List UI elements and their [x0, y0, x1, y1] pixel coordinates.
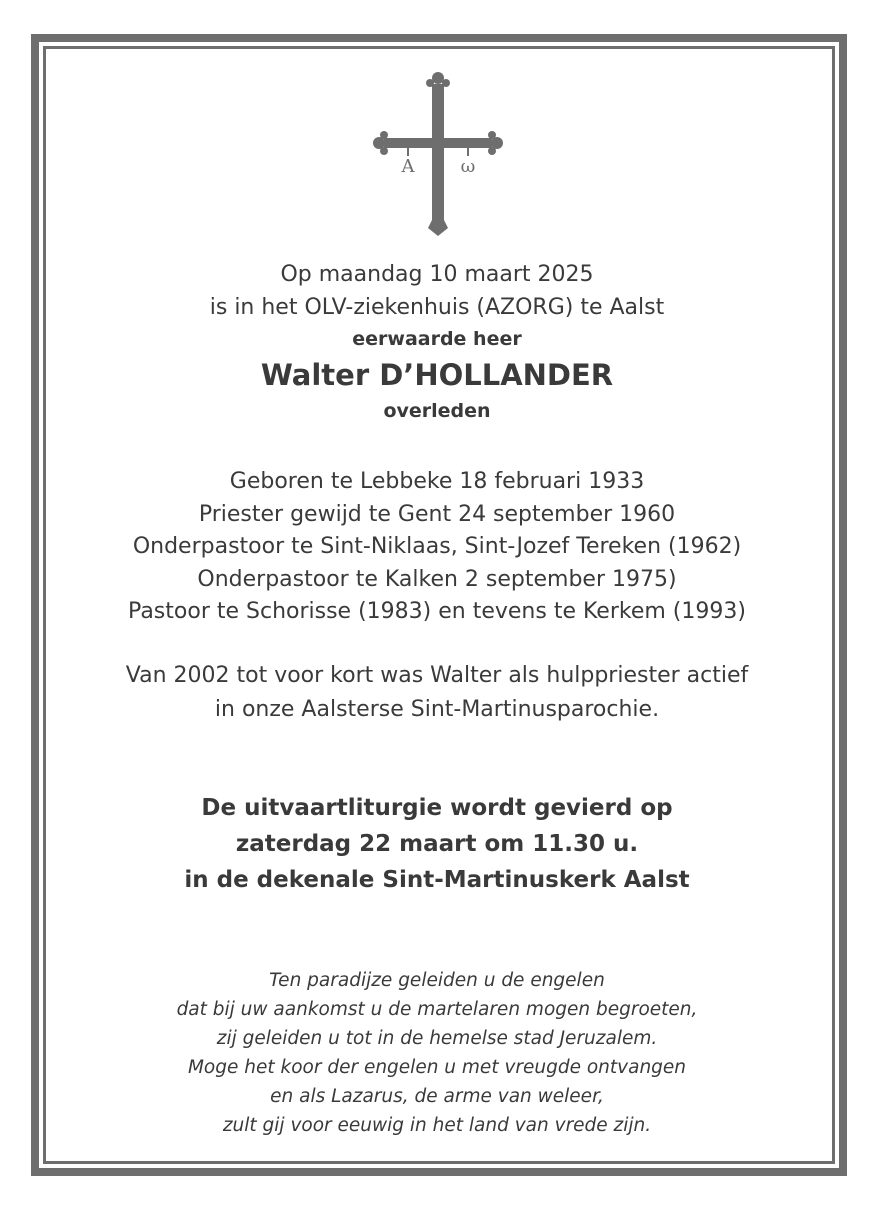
prayer-line: dat bij uw aankomst u de martelaren mogen begroeten,: [176, 999, 698, 1020]
announcement-deceased: overleden: [383, 400, 491, 422]
prayer-line: zij geleiden u tot in de hemelse stad Jeruzalem.: [216, 1028, 658, 1049]
omega-glyph: ω: [460, 156, 476, 177]
helper-note-line: Van 2002 tot voor kort was Walter als hulppriester actief: [125, 663, 749, 688]
announcement-date: Op maandag 10 maart 2025: [280, 262, 594, 287]
cross-icon: [372, 70, 504, 238]
biography-line: Onderpastoor te Kalken 2 september 1975): [197, 566, 677, 592]
announcement-place: is in het OLV-ziekenhuis (AZORG) te Aalst: [209, 295, 665, 320]
alpha-glyph: A: [401, 156, 415, 177]
death-announcement: [0, 258, 874, 426]
funeral-info: [0, 790, 874, 898]
funeral-line: De uitvaartliturgie wordt gevierd op: [201, 795, 673, 821]
helper-note: [0, 659, 874, 727]
funeral-line: in de dekenale Sint-Martinuskerk Aalst: [184, 867, 690, 893]
prayer-line: en als Lazarus, de arme van weleer,: [270, 1086, 604, 1107]
biography: [0, 466, 874, 629]
biography-line: Pastoor te Schorisse (1983) en tevens te Kerkem (1993): [128, 599, 746, 624]
funeral-line: zaterdag 22 maart om 11.30 u.: [235, 831, 639, 857]
prayer-line: zult gij voor eeuwig in het land van vrede zijn.: [222, 1115, 652, 1136]
prayer-line: Moge het koor der engelen u met vreugde ontvangen: [187, 1057, 687, 1078]
deceased-name: Walter D’HOLLANDER: [260, 358, 614, 392]
helper-note-line: in onze Aalsterse Sint-Martinusparochie.: [214, 697, 660, 722]
biography-line: Geboren te Lebbeke 18 februari 1933: [229, 469, 645, 494]
announcement-title: eerwaarde heer: [352, 328, 522, 350]
biography-line: Priester gewijd te Gent 24 september 1960: [198, 501, 676, 527]
prayer-line: Ten paradijze geleiden u de engelen: [269, 970, 605, 991]
biography-line: Onderpastoor te Sint-Niklaas, Sint-Jozef Tereken (1962): [132, 534, 742, 559]
prayer-verse: [0, 966, 874, 1140]
